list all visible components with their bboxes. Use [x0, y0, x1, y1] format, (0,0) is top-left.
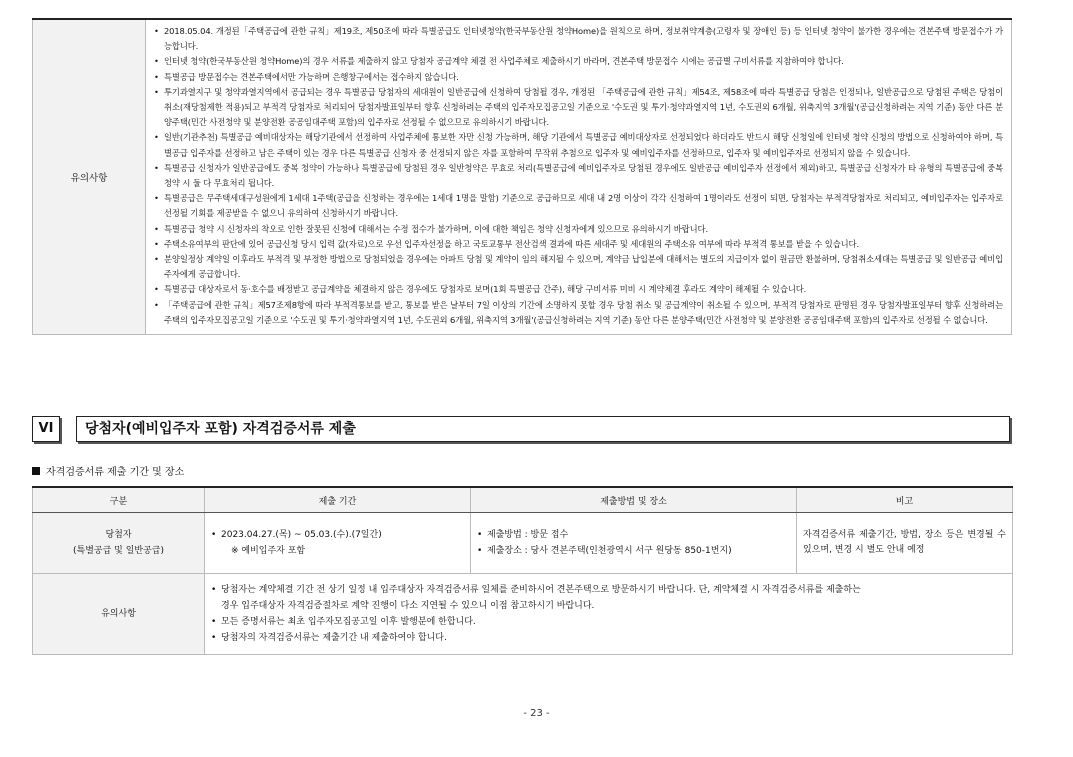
subsection-heading — [32, 466, 184, 480]
period-item — [211, 527, 464, 559]
precaution-item: • 분양일정상 계약일 이후라도 부적격 및 부정한 방법으로 당첨되었을 경우에는 아파트 당첨 및 계약이 임의 해지될 수 있으며, 계약금 납입분에 대해서는 별도의 지급이자 없이 원금만 환불하며, 당첨취소세대는 특별공급 및 일반공급 예비입주자에게 공급합니다. — [154, 252, 1003, 282]
precaution-item: • 인터넷 청약(한국부동산원 청약Home)의 경우 서류를 제출하지 않고 당첨자 공급계약 체결 전 사업주체로 제출하시기 바라며, 견본주택 방문접수 시에는 공급별 구비서류를 지참하여야 합니다. — [154, 54, 1003, 69]
precaution-item: • 특별공급 청약 시 신청자의 착오로 인한 잘못된 신청에 대해서는 수정 접수가 불가하며, 이에 대한 책임은 청약 신청자에게 있으므로 유의하시기 바랍니다. — [154, 222, 1003, 237]
period-list — [211, 527, 464, 559]
precautions-notes — [205, 574, 1013, 655]
precautions-label: 유의사항 — [33, 19, 146, 335]
section-title-box — [76, 416, 1010, 442]
precautions-notes-list — [211, 582, 1006, 646]
method-item: • 제출방법 : 방문 접수 — [477, 527, 790, 543]
section-number: VI — [32, 416, 60, 442]
precautions-content — [146, 19, 1012, 335]
method-list — [477, 527, 790, 559]
table-row — [33, 513, 1013, 574]
precautions-list — [154, 24, 1003, 328]
precaution-item: • 특별공급은 무주택세대구성원에게 1세대 1주택(공급을 신청하는 경우에는 1세대 1명을 말함) 기준으로 공급하므로 세대 내 2명 이상이 각각 신청하여 1명이라도 선정이 되면, 당첨자는 부적격당첨자로 처리되고, 예비입주자는 입주자로 선정될 기회를 제공받을 수 없으니 유의하여 신청하시기 바랍니다. — [154, 191, 1003, 221]
square-bullet-icon — [32, 467, 40, 475]
method-item: • 제출장소 : 당사 견본주택(인천광역시 서구 원당동 850-1번지) — [477, 543, 790, 559]
note-item: • 모든 증명서류는 최초 입주자모집공고일 이후 발행분에 한합니다. — [211, 614, 1006, 630]
precaution-item: • 특별공급 신청자가 일반공급에도 중복 청약이 가능하나 특별공급에 당첨된 경우 일반청약은 무효로 처리(특별공급에 예비입주자로 당첨된 경우에도 일반공급 예비입주자 선정에서 제외)하고, 특별공급 신청자가 타 유형의 특별공급에 중복 청약 시 둘 다 무효처리 됩니다. — [154, 161, 1003, 191]
precaution-item: • 일반(기관추천) 특별공급 예비대상자는 해당기관에서 선정하여 사업주체에 통보한 자만 신청 가능하며, 해당 기관에서 특별공급 예비대상자로 선정되었다 하더라도 반드시 해당 신청일에 인터넷 청약 신청의 방법으로 신청하여야 하며, 특별공급 입주자를 선정하고 남은 주택이 있는 경우 다른 특별공급 신청자 중 선정되지 않은 자를 포함하여 무작위 추첨으로 입주자 및 예비입주자를 선정하므로, 입주자 및 예비입주자로 선정되지 않을 수 있습니다. — [154, 130, 1003, 160]
row-label-line: 당첨자 — [105, 530, 132, 540]
column-header: 제출 기간 — [205, 487, 471, 513]
row-label-line: (특별공급 및 일반공급) — [73, 546, 164, 556]
precaution-item: • 투기과열지구 및 청약과열지역에서 공급되는 경우 특별공급 당첨자의 세대원이 일반공급에 신청하여 당첨될 경우, 개정된 「주택공급에 관한 규칙」제54조, 제58조에 따라 특별공급 당첨은 인정되나, 일반공급으로 당첨된 주택은 당첨이 취소(재당첨제한 적용)되고 부적격 당첨자로 처리되어 당첨자발표일부터 향후 신청하려는 주택의 입주자모집공고일 기준으로 '수도권 및 투기·청약과열지역 1년, 수도권외 6개월, 위축지역 3개월'(공급신청하려는 지역 기준) 동안 다른 분양주택(민간 사전청약 및 분양전환 공공임대주택 포함)의 입주자로 선정될 수 없으므로 유의하시기 바랍니다. — [154, 85, 1003, 131]
precaution-item: • 특별공급 방문접수는 견본주택에서만 가능하며 은행창구에서는 접수하지 않습니다. — [154, 70, 1003, 85]
column-header: 비고 — [797, 487, 1013, 513]
period-note: ※ 예비입주자 포함 — [231, 546, 306, 556]
table-row — [33, 574, 1013, 655]
note-item — [211, 582, 1006, 614]
section-header — [32, 416, 1012, 442]
precaution-item: • 2018.05.04. 개정된「주택공급에 관한 규칙」제19조, 제50조에 따라 특별공급도 인터넷청약(한국부동산원 청약Home)을 원칙으로 하며, 정보취약계층(고령자 및 장애인 등) 등 인터넷 청약이 불가한 경우에는 견본주택 방문접수가 가능합니다. — [154, 24, 1003, 54]
document-submission-table — [32, 486, 1013, 655]
precautions-table — [32, 18, 1012, 335]
submission-method — [471, 513, 797, 574]
column-header: 구분 — [33, 487, 205, 513]
column-header: 제출방법 및 장소 — [471, 487, 797, 513]
period-dates: 2023.04.27.(목) ~ 05.03.(수).(7일간) — [221, 530, 382, 540]
subsection-title: 자격검증서류 제출 기간 및 장소 — [46, 467, 185, 478]
remarks-cell: 자격검증서류 제출기간, 방법, 장소 등은 변경될 수 있으며, 변경 시 별도 안내 예정 — [797, 513, 1013, 574]
row-label: 유의사항 — [33, 574, 205, 655]
precaution-item: • 주택소유여부의 판단에 있어 공급신청 당시 입력 값(자료)으로 우선 입주자선정을 하고 국토교통부 전산검색 결과에 따른 세대주 및 세대원의 주택소유 여부에 따라 부적격 통보를 받을 수 있습니다. — [154, 237, 1003, 252]
precaution-item: • 「주택공급에 관한 규칙」제57조제8항에 따라 부적격통보를 받고, 통보를 받은 날부터 7일 이상의 기간에 소명하지 못할 경우 당첨 취소 및 공급계약이 취소될 수 있으며, 부적격 당첨자로 판명된 경우 당첨자발표일부터 향후 신청하려는 주택의 입주자모집공고일 기준으로 '수도권 및 투기·청약과열지역 1년, 수도권외 6개월, 위축지역 3개월'(공급신청하려는 지역 기준) 동안 다른 분양주택(민간 사전청약 및 분양전환 공공임대주택 포함)의 입주자로 선정될 수 없습니다. — [154, 298, 1003, 328]
note-item: • 당첨자의 자격검증서류는 제출기간 내 제출하여야 합니다. — [211, 630, 1006, 646]
submission-period — [205, 513, 471, 574]
row-label — [33, 513, 205, 574]
precaution-item: • 특별공급 대상자로서 동·호수를 배정받고 공급계약을 체결하지 않은 경우에도 당첨자로 보며(1회 특별공급 간주), 해당 구비서류 미비 시 계약체결 후라도 계약이 해제될 수 있습니다. — [154, 282, 1003, 297]
section-title: 당첨자(예비입주자 포함) 자격검증서류 제출 — [85, 421, 356, 437]
note-text-continued: 경우 입주대상자 자격검증절차로 계약 진행이 다소 지연될 수 있으니 이점 참고하시기 바랍니다. — [221, 601, 595, 611]
note-text: 당첨자는 계약체결 기간 전 상기 일정 내 입주대상자 자격검증서류 일체를 준비하시어 견본주택으로 방문하시기 바랍니다. 단, 계약체결 시 자격검증서류를 제출하는 — [221, 585, 861, 595]
page-number: - 23 - — [523, 708, 550, 719]
